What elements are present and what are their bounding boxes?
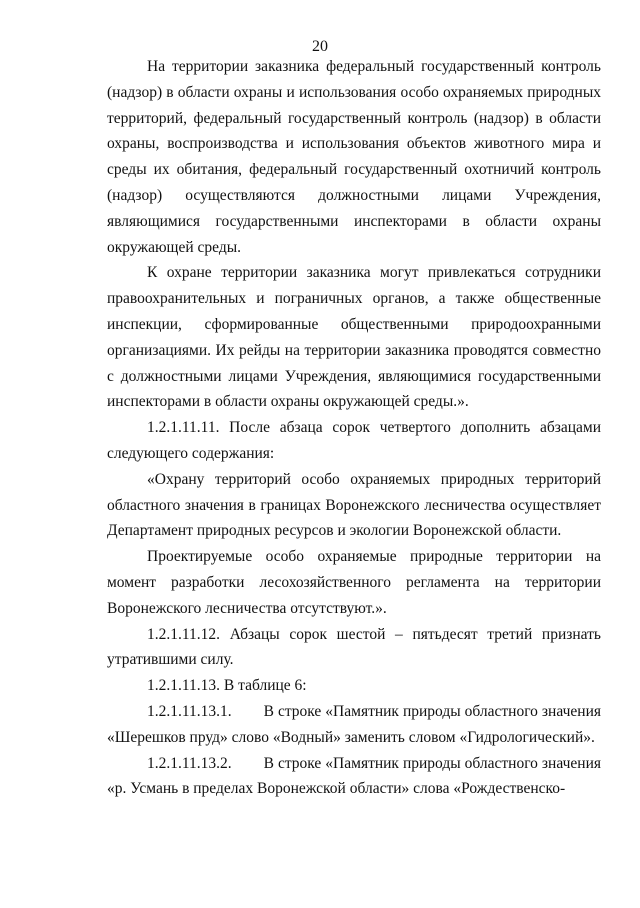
paragraph: К охране территории заказника могут привлекаться сотрудники правоохранительных и пограничных органов, а также общественные инспекции, сформированные общественными природоохранными организациями. Их рейды на территории заказника проводятся совместно с должностными лицами Учреждения, являющимися государственными инспекторами в области охраны окружающей среды.». — [107, 264, 601, 411]
paragraph: «Охрану территорий особо охраняемых природных территорий областного значения в границах Воронежского лесничества осуществляет Департамент природных ресурсов и экологии Воронежской области. — [107, 470, 601, 540]
paragraph: 1.2.1.11.11. После абзаца сорок четвертого дополнить абзацами следующего содержания: — [107, 419, 601, 462]
paragraph: 1.2.1.11.13.1. В строке «Памятник природы областного значения «Шерешков пруд» слово «Водный» заменить словом «Гидрологический». — [107, 702, 605, 746]
page-number: 20 — [312, 38, 328, 55]
paragraph: 1.2.1.11.13. В таблице 6: — [147, 677, 307, 695]
paragraph: 1.2.1.11.12. Абзацы сорок шестой – пятьдесят третий признать утратившими силу. — [107, 625, 601, 669]
document-body — [107, 54, 605, 802]
paragraph: Проектируемые особо охраняемые природные территории на момент разработки лесохозяйственного регламента на территории Воронежского лесничества отсутствуют.». — [107, 548, 601, 617]
paragraph: На территории заказника федеральный государственный контроль (надзор) в области охраны и использования особо охраняемых природных территорий, федеральный государственный контроль (надзор) в области охраны, воспроизводства и использования объектов животного мира и среды их обитания, федеральный государственный охотничий контроль (надзор) осуществляются должностными лицами Учреждения, являющимися государственными инспекторами в области охраны окружающей среды. — [107, 58, 601, 256]
paragraph: 1.2.1.11.13.2. В строке «Памятник природы областного значения «р. Усмань в пределах Воронежской области» слова «Рождественско- — [107, 754, 605, 798]
